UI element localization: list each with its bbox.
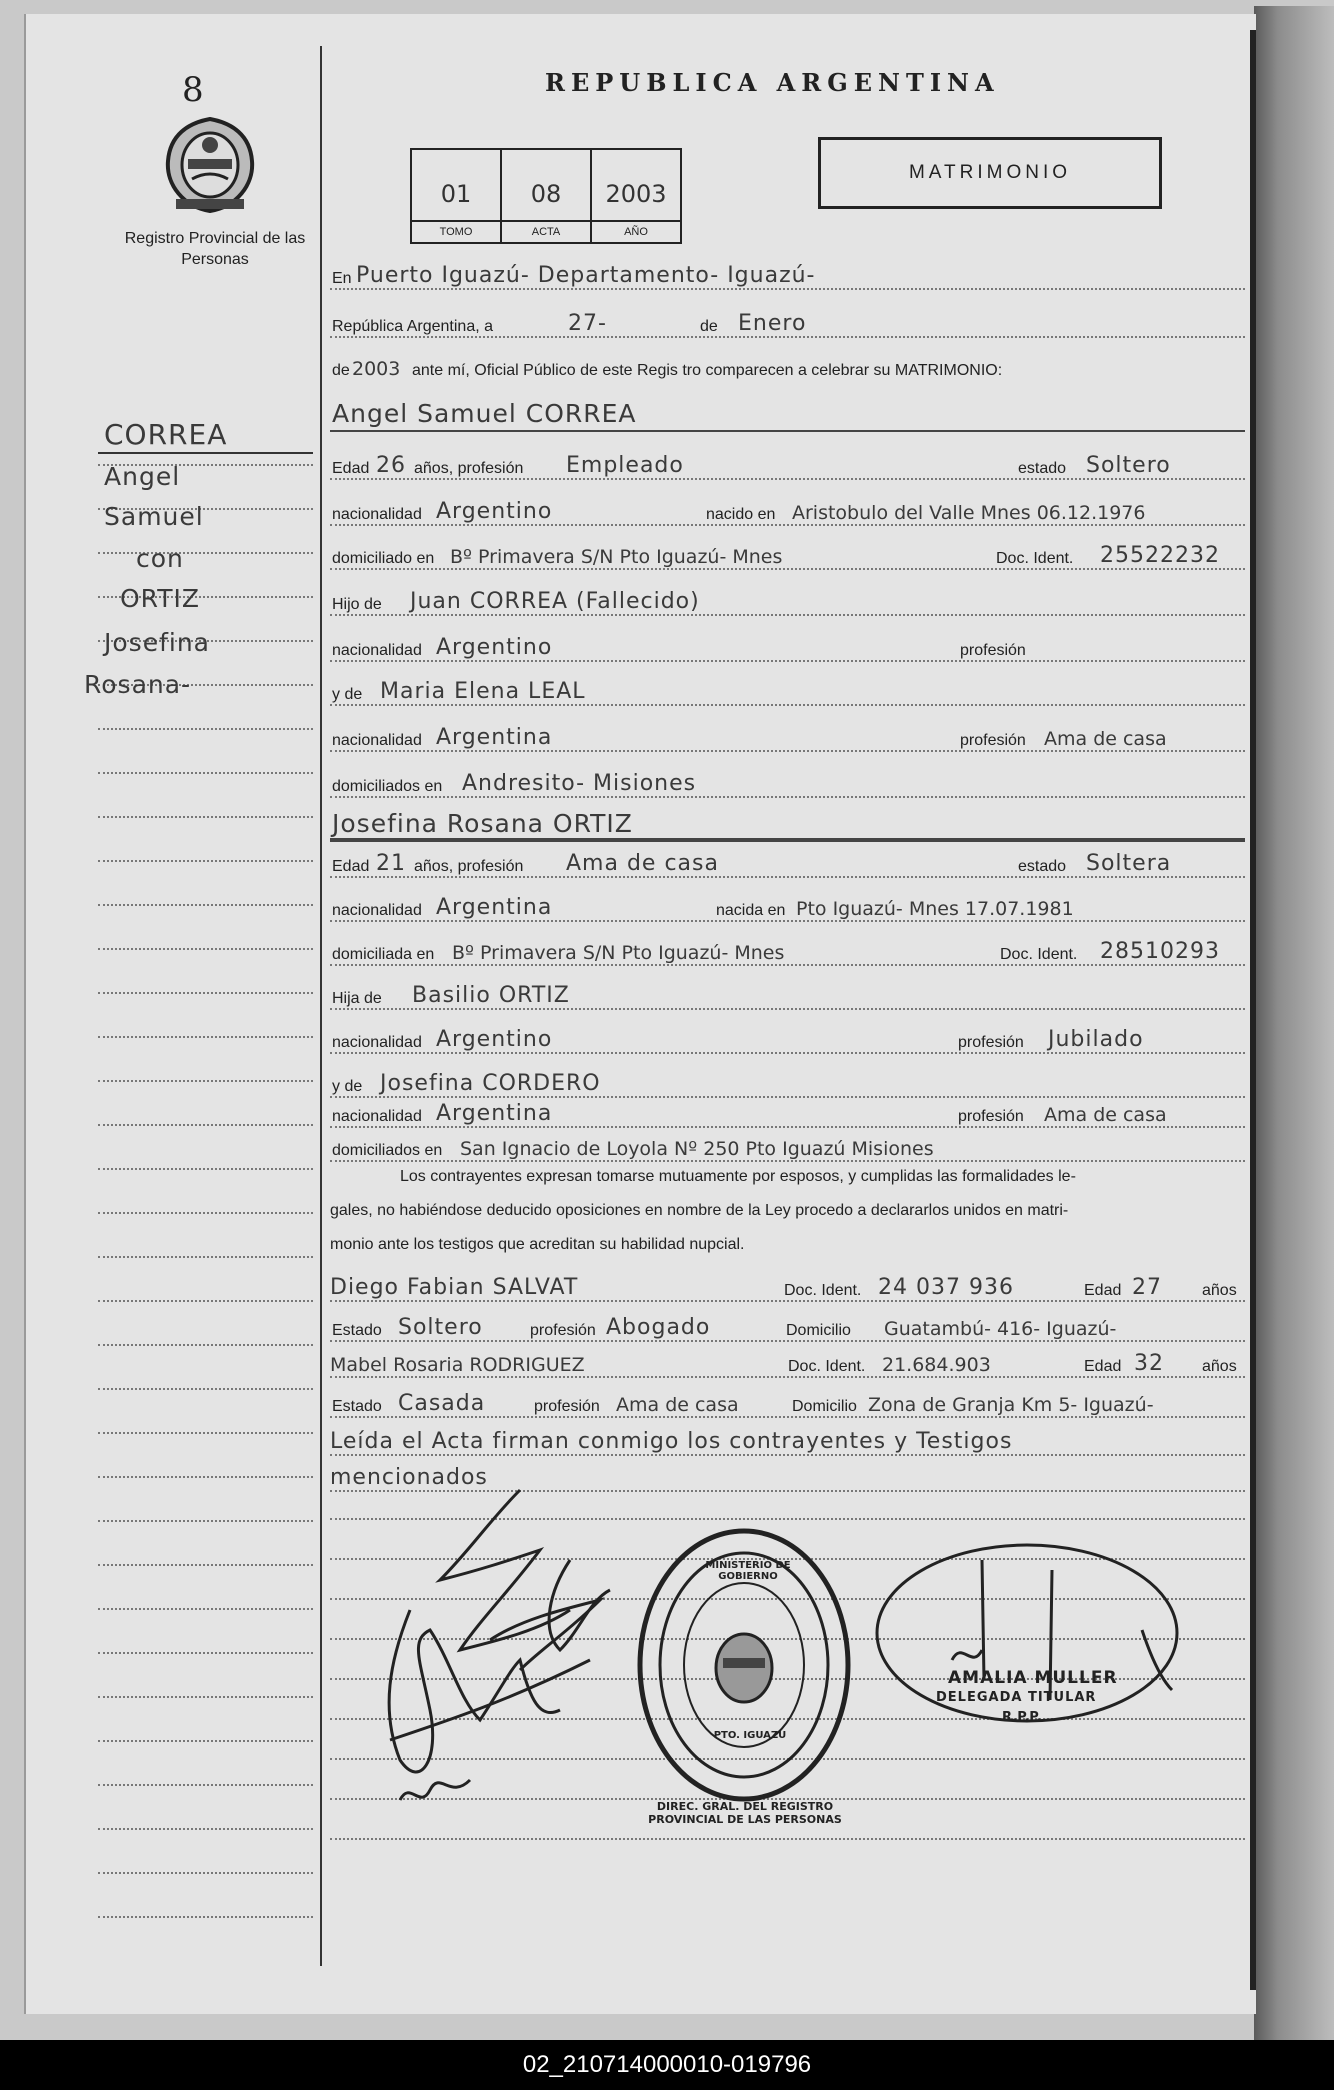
estado-label: estado — [1018, 460, 1067, 477]
bride-father-profession: Jubilado — [1048, 1027, 1144, 1052]
row-bride-mother-nat — [330, 1096, 1245, 1134]
act-type-box — [818, 137, 1162, 209]
witness2-doc: 21.684.903 — [882, 1354, 991, 1376]
place-value: Puerto Iguazú- Departamento- Iguazú- — [356, 263, 816, 288]
bride-profession: Ama de casa — [566, 851, 719, 876]
bride-civil-status: Soltera — [1086, 851, 1172, 876]
row-place — [330, 258, 1245, 296]
margin-rule — [320, 46, 322, 1966]
witness1-address: Guatambú- 416- Iguazú- — [884, 1318, 1117, 1340]
row-bride-name — [330, 808, 1245, 846]
republica-label: República Argentina, a — [332, 318, 493, 335]
witness2-age: 32 — [1134, 1351, 1164, 1376]
witness2-name: Mabel Rosaria RODRIGUEZ — [330, 1354, 585, 1376]
bride-rule — [330, 838, 1245, 840]
official-name: AMALIA MULLER — [948, 1668, 1118, 1688]
witness1-civil-status: Soltero — [398, 1315, 483, 1340]
round-stamp-city: PTO. IGUAZU — [713, 1730, 787, 1741]
bride-address: Bº Primavera S/N Pto Iguazú- Mnes — [452, 942, 785, 964]
bride-anos-profesion-label: años, profesión — [414, 858, 524, 875]
yde-label: y de — [332, 686, 363, 703]
groom-civil-status: Soltero — [1086, 453, 1171, 478]
mother-nat-label: nacionalidad — [332, 732, 422, 749]
nacionalidad-label: nacionalidad — [332, 506, 422, 523]
witness1-doc: 24 037 936 — [878, 1275, 1014, 1300]
profesion-label: profesión — [960, 642, 1026, 659]
bride-mother-prof-label: profesión — [958, 1108, 1024, 1125]
witness1-name: Diego Fabian SALVAT — [330, 1275, 579, 1300]
groom-mother-nationality: Argentina — [436, 725, 553, 750]
bride-yde-label: y de — [332, 1078, 363, 1095]
country-title: REPUBLICA ARGENTINA — [545, 68, 1000, 97]
witness1-estado-label: Estado — [332, 1322, 382, 1339]
row-groom-address — [330, 538, 1245, 576]
row-witness2-details — [330, 1386, 1245, 1424]
row-witness2 — [330, 1346, 1245, 1384]
witness1-anos-label: años — [1202, 1282, 1237, 1299]
bride-mother: Josefina CORDERO — [380, 1071, 601, 1096]
witness2-address: Zona de Granja Km 5- Iguazú- — [868, 1394, 1154, 1416]
binding-line — [1250, 30, 1256, 1990]
row-bride-nat — [330, 890, 1245, 928]
witness2-domicilio-label: Domicilio — [792, 1398, 857, 1415]
bride-father-prof-label: profesión — [958, 1034, 1024, 1051]
parents-dom-label: domiciliados en — [332, 778, 443, 795]
official-title: DELEGADA TITULAR — [936, 1690, 1097, 1705]
closing-line-2: mencionados — [330, 1465, 488, 1490]
bride-doc-label: Doc. Ident. — [1000, 946, 1078, 963]
book-edge — [1254, 6, 1334, 2040]
en-label: En — [332, 270, 352, 287]
doc-label: Doc. Ident. — [996, 550, 1074, 567]
groom-mother: Maria Elena LEAL — [380, 679, 586, 704]
row-bride-father-nat — [330, 1022, 1245, 1060]
bride-age: 21 — [376, 851, 406, 876]
father-nat-label: nacionalidad — [332, 642, 422, 659]
sidebar-surname-bride: ORTIZ — [120, 584, 200, 613]
groom-birth: Aristobulo del Valle Mnes 06.12.1976 — [792, 502, 1146, 524]
witness1-profesion-label: profesión — [530, 1322, 596, 1339]
bride-father-nat-label: nacionalidad — [332, 1034, 422, 1051]
row-bride-age — [330, 846, 1245, 884]
hija-label: Hija de — [332, 990, 382, 1007]
de2-label: de — [332, 362, 350, 379]
mother-prof-label: profesión — [960, 732, 1026, 749]
round-stamp-outer: DIREC. GRAL. DEL REGISTRO PROVINCIAL DE LAS PERSONAS — [648, 1800, 842, 1826]
witness2-edad-label: Edad — [1084, 1358, 1122, 1375]
sidebar-name-groom-2: Samuel — [104, 502, 204, 531]
year-value: 2003 — [352, 358, 401, 380]
declaration-line-3: monio ante los testigos que acreditan su habilidad nupcial. — [330, 1236, 745, 1253]
ano-value: 2003 — [605, 180, 667, 208]
bride-birth: Pto Iguazú- Mnes 17.07.1981 — [796, 898, 1074, 920]
witness1-age: 27 — [1132, 1275, 1162, 1300]
nacido-label: nacido en — [706, 506, 776, 523]
row-year — [330, 350, 1245, 388]
row-groom-nat — [330, 494, 1245, 532]
witness2-civil-status: Casada — [398, 1391, 486, 1416]
domiciliado-label: domiciliado en — [332, 550, 435, 567]
groom-profession: Empleado — [566, 453, 684, 478]
bride-mother-nationality: Argentina — [436, 1101, 553, 1126]
row-groom-name — [330, 398, 1245, 436]
row-groom-mother — [330, 674, 1245, 712]
de-label: de — [700, 318, 718, 335]
witness1-doc-label: Doc. Ident. — [784, 1282, 862, 1299]
bride-parents-dom-label: domiciliados en — [332, 1142, 443, 1159]
groom-father-nationality: Argentino — [436, 635, 553, 660]
signatures-drawing — [370, 1460, 670, 1820]
bride-parents-address: San Ignacio de Loyola Nº 250 Pto Iguazú Misiones — [460, 1138, 934, 1160]
bride-nacionalidad-label: nacionalidad — [332, 902, 422, 919]
domiciliada-label: domiciliada en — [332, 946, 435, 963]
bride-father-nationality: Argentino — [436, 1027, 553, 1052]
acta-cell — [502, 150, 592, 242]
act-type: MATRIMONIO — [908, 162, 1072, 183]
bride-mother-nat-label: nacionalidad — [332, 1108, 422, 1125]
sidebar-name-bride-1: Josefina — [104, 628, 210, 657]
bride-nationality: Argentina — [436, 895, 553, 920]
witness1-profession: Abogado — [606, 1315, 711, 1340]
row-witness1 — [330, 1270, 1245, 1308]
tomo-label: TOMO — [412, 220, 500, 242]
groom-nationality: Argentino — [436, 499, 553, 524]
file-code: 02_210714000010-019796 — [0, 2040, 1334, 2090]
witness2-profession: Ama de casa — [616, 1394, 739, 1416]
row-groom-father-nat — [330, 630, 1245, 668]
ano-cell — [592, 150, 680, 242]
closing-line-1: Leída el Acta firman conmigo los contrayentes y Testigos — [330, 1429, 1013, 1454]
nacida-label: nacida en — [716, 902, 786, 919]
row-bride-address — [330, 934, 1245, 972]
acta-label: ACTA — [502, 220, 590, 242]
sidebar-surname-groom: CORREA — [104, 418, 228, 451]
bride-father: Basilio ORTIZ — [412, 983, 570, 1008]
witness2-estado-label: Estado — [332, 1398, 382, 1415]
row-groom-age — [330, 448, 1245, 486]
provincial-seal-icon — [162, 115, 258, 215]
bride-estado-label: estado — [1018, 858, 1067, 875]
groom-parents-address: Andresito- Misiones — [462, 771, 697, 796]
witness2-profesion-label: profesión — [534, 1398, 600, 1415]
groom-mother-profession: Ama de casa — [1044, 728, 1167, 750]
row-groom-parents-address — [330, 766, 1245, 804]
page-number: 8 — [182, 70, 204, 110]
sidebar-name-bride-2: Rosana- — [84, 670, 192, 699]
declaration-line-1: Los contrayentes expresan tomarse mutuamente por esposos, y cumplidas las formalidades le- — [400, 1168, 1076, 1185]
row-date — [330, 306, 1245, 344]
bride-name: Josefina Rosana ORTIZ — [332, 809, 633, 838]
declaration-line-2: gales, no habiéndose deducido oposiciones en nombre de la Ley procedo a declararlos unidos en matri- — [330, 1202, 1069, 1219]
intro-sentence: ante mí, Oficial Público de este Regis tro comparecen a celebrar su MATRIMONIO: — [412, 362, 1003, 379]
groom-age: 26 — [376, 453, 406, 478]
sidebar-connector: con — [136, 544, 184, 573]
tomo-cell — [412, 150, 502, 242]
bride-doc: 28510293 — [1100, 939, 1220, 964]
sidebar-rule — [98, 452, 313, 454]
registry-name: Registro Provincial de las Personas — [124, 230, 306, 268]
row-groom-father — [330, 584, 1245, 622]
row-witness1-details — [330, 1310, 1245, 1348]
groom-father: Juan CORREA (Fallecido) — [410, 589, 700, 614]
sidebar-name-groom-1: Angel — [104, 462, 181, 491]
groom-name: Angel Samuel CORREA — [332, 399, 637, 428]
round-stamp-inner: MINISTERIO DE GOBIERNO — [705, 1560, 791, 1582]
official-office: R.P.P. — [1002, 1710, 1042, 1725]
anos-profesion-label: años, profesión — [414, 460, 524, 477]
witness1-edad-label: Edad — [1084, 1282, 1122, 1299]
row-closing-1 — [330, 1424, 1245, 1462]
witness1-domicilio-label: Domicilio — [786, 1322, 851, 1339]
groom-address: Bº Primavera S/N Pto Iguazú- Mnes — [450, 546, 783, 568]
groom-doc: 25522232 — [1100, 543, 1220, 568]
day-value: 27- — [568, 311, 607, 336]
witness2-doc-label: Doc. Ident. — [788, 1358, 866, 1375]
bride-mother-profession: Ama de casa — [1044, 1104, 1167, 1126]
edad-label: Edad — [332, 460, 370, 477]
acta-value: 08 — [530, 180, 562, 208]
row-groom-mother-nat — [330, 720, 1245, 758]
hijo-label: Hijo de — [332, 596, 382, 613]
bride-edad-label: Edad — [332, 858, 370, 875]
record-numbers — [410, 148, 682, 244]
row-bride-father — [330, 978, 1245, 1016]
witness2-anos-label: años — [1202, 1358, 1237, 1375]
ano-label: AÑO — [592, 220, 680, 242]
tomo-value: 01 — [440, 180, 472, 208]
declaration-text — [330, 1160, 1242, 1262]
month-value: Enero — [738, 311, 807, 336]
